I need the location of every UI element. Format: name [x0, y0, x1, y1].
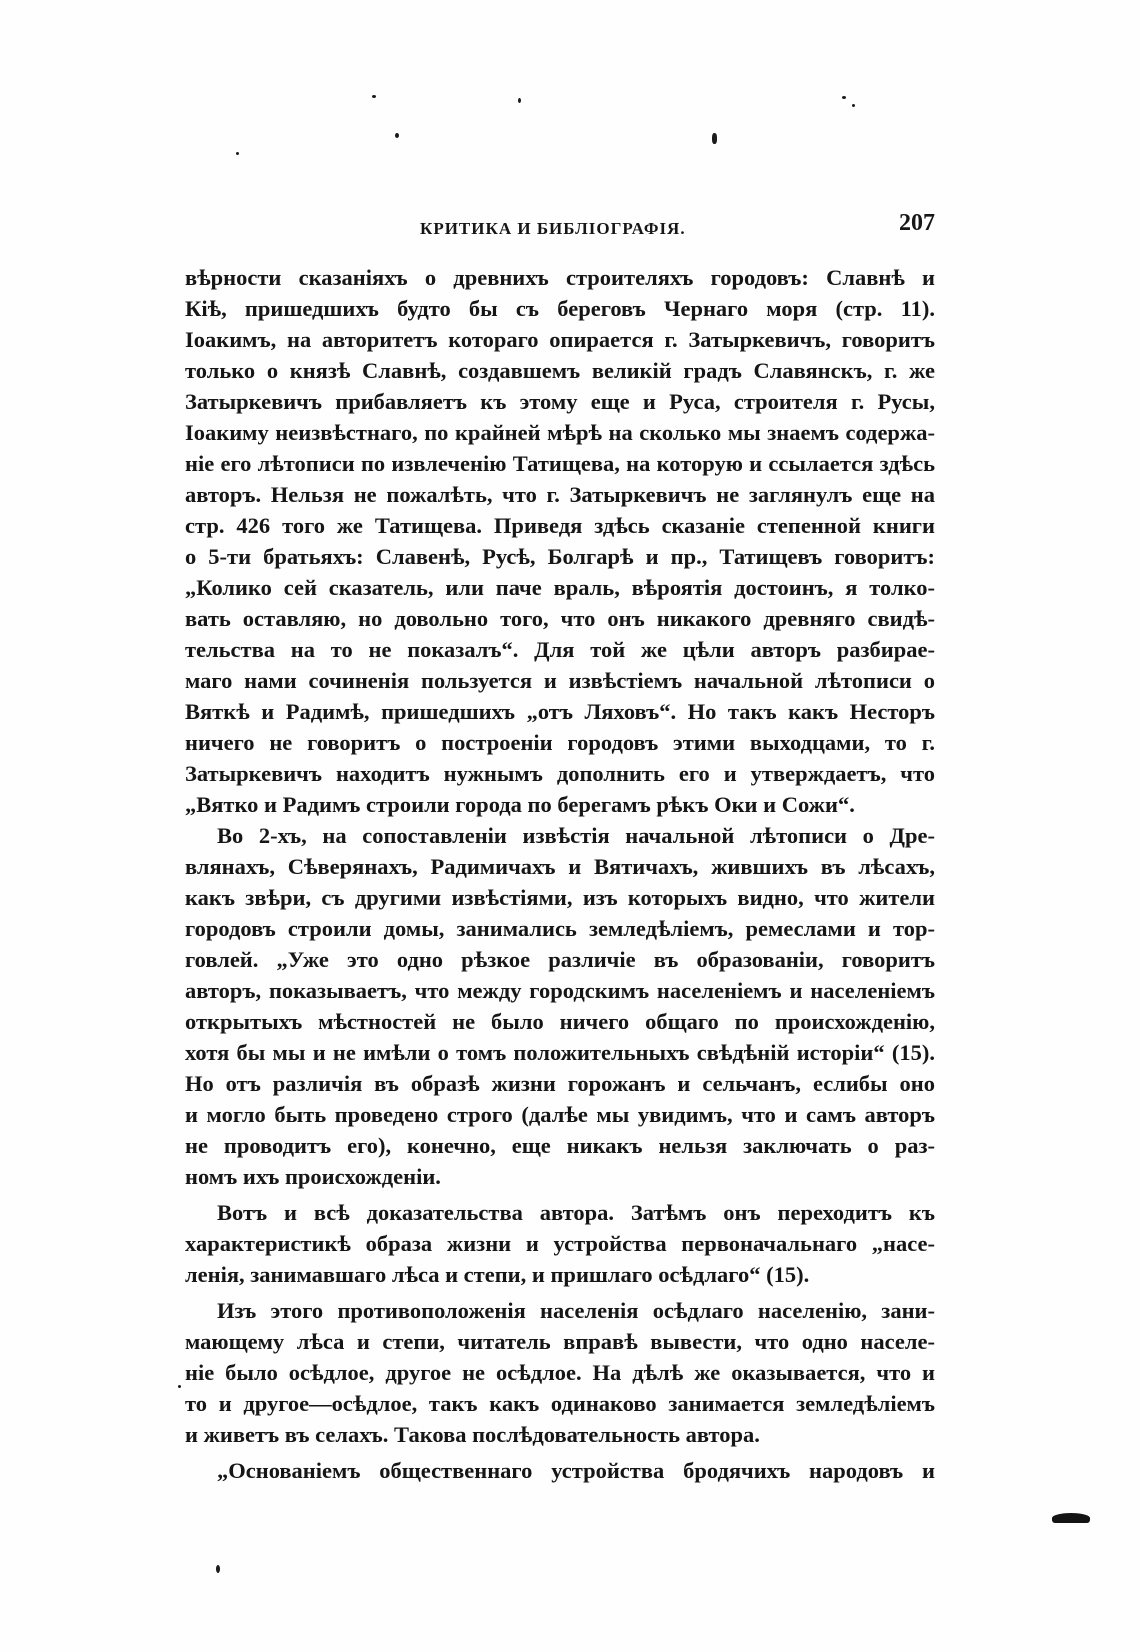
text-line: и могло быть проведено строго (далѣе мы увидимъ, что и самъ авторъ	[185, 1102, 935, 1127]
text-line: ленія, занимавшаго лѣса и степи, и пришлаго осѣдлаго“ (15).	[185, 1262, 810, 1287]
scan-speck	[712, 133, 717, 144]
text-line: ніе его лѣтописи по извлеченію Татищева, на которую и ссылается здѣсь	[185, 451, 935, 476]
scan-speck	[372, 95, 376, 98]
text-line: только о князѣ Славнѣ, создавшемъ великій градъ Славянскъ, г. же	[185, 358, 935, 383]
text-line: „Колико сей сказатель, или паче враль, вѣроятія достоинъ, я толко-	[185, 575, 935, 600]
text-line: Кіѣ, пришедшихъ будто бы съ береговъ Чернаго моря (стр. 11).	[185, 296, 935, 321]
text-line: Вотъ и всѣ доказательства автора. Затѣмъ онъ переходитъ къ	[217, 1200, 935, 1225]
scan-speck	[852, 104, 855, 107]
text-line: Іоакиму неизвѣстнаго, по крайней мѣрѣ на сколько мы знаемъ содержа-	[185, 420, 935, 445]
text-line: номъ ихъ происхожденіи.	[185, 1164, 441, 1189]
ink-blot	[1052, 1513, 1090, 1523]
scan-speck	[178, 1385, 181, 1388]
body-text	[185, 262, 935, 1486]
text-line: открытыхъ мѣстностей не было ничего общаго по происхожденію,	[185, 1009, 935, 1034]
scan-speck	[216, 1565, 220, 1573]
text-line: говлей. „Уже это одно рѣзкое различіе въ образованіи, говоритъ	[185, 947, 935, 972]
text-line: „Основаніемъ общественнаго устройства бродячихъ народовъ и	[217, 1458, 935, 1483]
running-header	[185, 210, 935, 250]
scan-speck	[842, 96, 846, 99]
page-number: 207	[899, 210, 935, 236]
paragraph	[185, 1197, 935, 1290]
text-line: Затыркевичъ находитъ нужнымъ дополнить его и утверждаетъ, что	[185, 761, 935, 786]
scan-speck	[518, 98, 521, 103]
text-line: Во 2-хъ, на сопоставленіи извѣстія начальной лѣтописи о Дре-	[217, 823, 935, 848]
text-line: городовъ строили домы, занимались земледѣліемъ, ремеслами и тор-	[185, 916, 935, 941]
text-line: тельства на то не показалъ“. Для той же цѣли авторъ разбирае-	[185, 637, 935, 662]
paragraph	[185, 1455, 935, 1486]
text-line: Вяткѣ и Радимѣ, пришедшихъ „отъ Ляховъ“. Но такъ какъ Несторъ	[185, 699, 935, 724]
text-line: Іоакимъ, на авторитетъ котораго опирается г. Затыркевичъ, говоритъ	[185, 327, 935, 352]
paragraph	[185, 820, 935, 1192]
text-line: ніе было осѣдлое, другое не осѣдлое. На дѣлѣ же оказывается, что и	[185, 1360, 935, 1385]
text-line: о 5-ти братьяхъ: Славенѣ, Русѣ, Болгарѣ и пр., Татищевъ говоритъ:	[185, 544, 935, 569]
paragraph	[185, 262, 935, 820]
text-line: Затыркевичъ прибавляетъ къ этому еще и Руса, строителя г. Русы,	[185, 389, 935, 414]
text-line: влянахъ, Сѣверянахъ, Радимичахъ и Вятичахъ, жившихъ въ лѣсахъ,	[185, 854, 935, 879]
text-line: авторъ. Нельзя не пожалѣть, что г. Затыркевичъ не заглянулъ еще на	[185, 482, 935, 507]
text-line: характеристикѣ образа жизни и устройства первоначальнаго „насе-	[185, 1231, 935, 1256]
text-line: то и другое—осѣдлое, такъ какъ одинаково занимается земледѣліемъ	[185, 1391, 935, 1416]
text-line: какъ звѣри, съ другими извѣстіями, изъ которыхъ видно, что жители	[185, 885, 935, 910]
text-line: и живетъ въ селахъ. Такова послѣдовательность автора.	[185, 1422, 760, 1447]
scan-speck	[236, 152, 239, 155]
text-line: вать оставляю, но довольно того, что онъ никакого древняго свидѣ-	[185, 606, 935, 631]
running-title: КРИТИКА И БИБЛІОГРАФІЯ.	[420, 219, 686, 238]
text-line: Изъ этого противоположенія населенія осѣдлаго населенію, зани-	[217, 1298, 935, 1323]
text-line: не проводитъ его), конечно, еще никакъ нельзя заключать о раз-	[185, 1133, 935, 1158]
text-line: „Вятко и Радимъ строили города по берегамъ рѣкъ Оки и Сожи“.	[185, 792, 855, 817]
scan-speck	[395, 133, 399, 138]
paragraph	[185, 1295, 935, 1450]
text-line: мающему лѣса и степи, читатель вправѣ вывести, что одно населе-	[185, 1329, 935, 1354]
text-line: хотя бы мы и не имѣли о томъ положительныхъ свѣдѣній исторіи“ (15).	[185, 1040, 935, 1065]
text-line: ничего не говоритъ о построеніи городовъ этими выходцами, то г.	[185, 730, 935, 755]
text-line: вѣрности сказаніяхъ о древнихъ строителяхъ городовъ: Славнѣ и	[185, 265, 935, 290]
text-line: Но отъ различія въ образѣ жизни горожанъ и сельчанъ, еслибы оно	[185, 1071, 935, 1096]
text-line: стр. 426 того же Татищева. Приведя здѣсь сказаніе степенной книги	[185, 513, 935, 538]
text-line: маго нами сочиненія пользуется и извѣстіемъ начальной лѣтописи о	[185, 668, 935, 693]
text-line: авторъ, показываетъ, что между городскимъ населеніемъ и населеніемъ	[185, 978, 935, 1003]
